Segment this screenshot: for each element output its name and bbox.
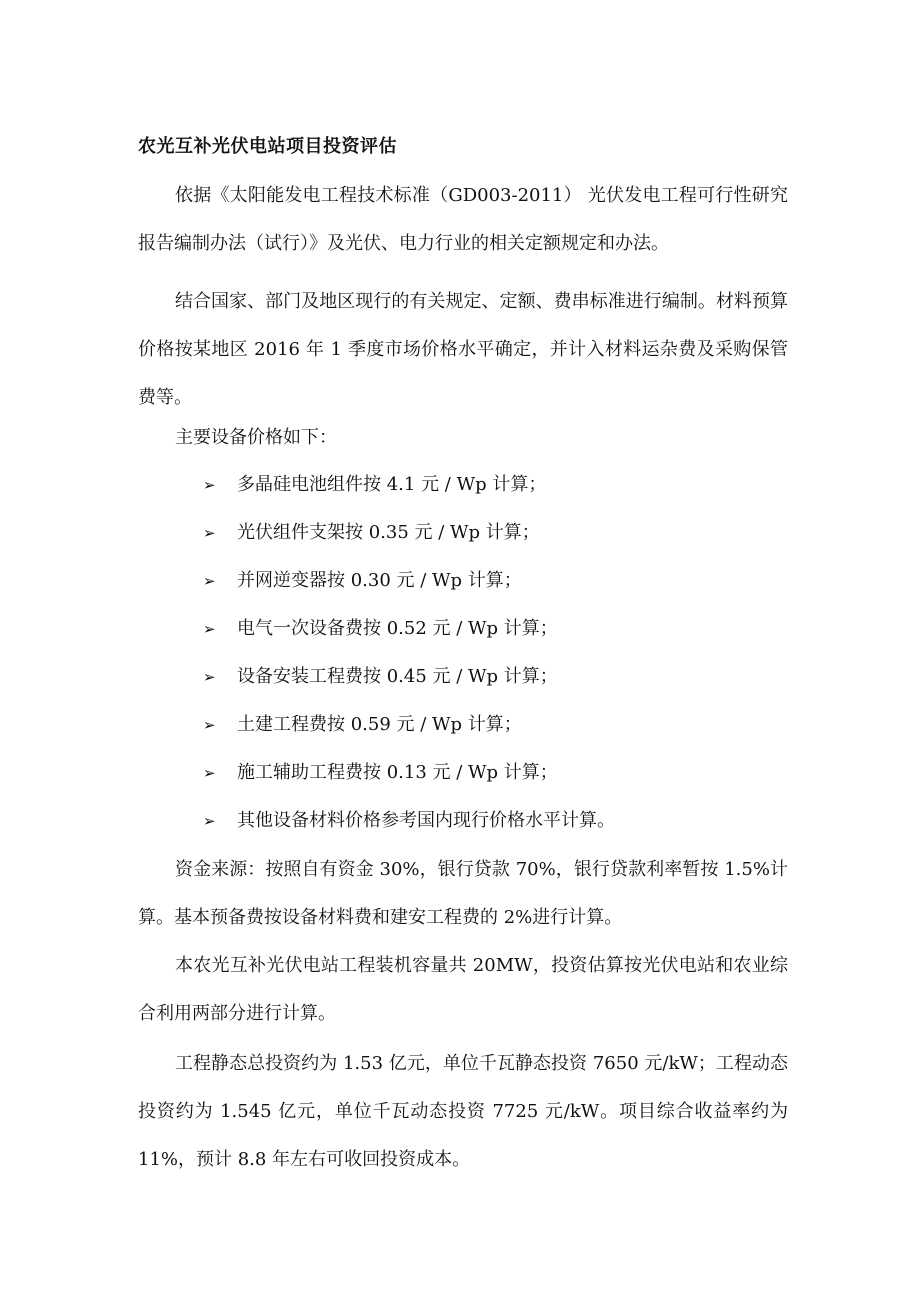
list-item: [203, 566, 522, 596]
document-title: 农光互补光伏电站项目投资评估: [138, 136, 397, 157]
list-item: [203, 710, 522, 740]
paragraph-funding: 资金来源：按照自有资金 30%，银行贷款 70%，银行贷款利率暂按 1.5%计算。基本预备费按设备材料费和建安工程费的 2%进行计算。: [138, 859, 788, 928]
list-item-text: 设备安装工程费按 0.45 元 / Wp 计算；: [237, 666, 558, 687]
arrow-bullet-icon: ➢: [203, 812, 216, 830]
list-item-text: 电气一次设备费按 0.52 元 / Wp 计算；: [237, 618, 558, 639]
paragraph-equipment-intro: 主要设备价格如下：: [175, 427, 337, 448]
arrow-bullet-icon: ➢: [203, 620, 216, 638]
paragraph-standards: 结合国家、部门及地区现行的有关规定、定额、费串标准进行编制。材料预算价格按某地区 2016 年 1 季度市场价格水平确定，并计入材料运杂费及采购保管费等。: [138, 291, 788, 408]
list-item-text: 其他设备材料价格参考国内现行价格水平计算。: [237, 810, 615, 831]
arrow-bullet-icon: ➢: [203, 668, 216, 686]
paragraph-basis: 依据《太阳能发电工程技术标准（GD003-2011） 光伏发电工程可行性研究报告编制办法（试行）》及光伏、电力行业的相关定额规定和办法。: [138, 185, 788, 254]
list-item: [203, 806, 615, 836]
paragraph-capacity: 本农光互补光伏电站工程装机容量共 20MW，投资估算按光伏电站和农业综合利用两部分进行计算。: [138, 955, 788, 1024]
list-item: [203, 662, 558, 692]
list-item-text: 多晶硅电池组件按 4.1 元 / Wp 计算；: [237, 474, 547, 495]
arrow-bullet-icon: ➢: [203, 764, 216, 782]
list-item: [203, 470, 546, 500]
arrow-bullet-icon: ➢: [203, 524, 216, 542]
list-item: [203, 518, 540, 548]
list-item: [203, 758, 558, 788]
list-item-text: 并网逆变器按 0.30 元 / Wp 计算；: [237, 570, 522, 591]
arrow-bullet-icon: ➢: [203, 716, 216, 734]
list-item-text: 光伏组件支架按 0.35 元 / Wp 计算；: [237, 522, 540, 543]
list-item: [203, 614, 558, 644]
arrow-bullet-icon: ➢: [203, 476, 216, 494]
arrow-bullet-icon: ➢: [203, 572, 216, 590]
list-item-text: 土建工程费按 0.59 元 / Wp 计算；: [237, 714, 522, 735]
list-item-text: 施工辅助工程费按 0.13 元 / Wp 计算；: [237, 762, 558, 783]
paragraph-investment: 工程静态总投资约为 1.53 亿元，单位千瓦静态投资 7650 元/kW；工程动态投资约为 1.545 亿元，单位千瓦动态投资 7725 元/kW。项目综合收益率约为 11%，预计 8.8 年左右可收回投资成本。: [138, 1053, 788, 1170]
